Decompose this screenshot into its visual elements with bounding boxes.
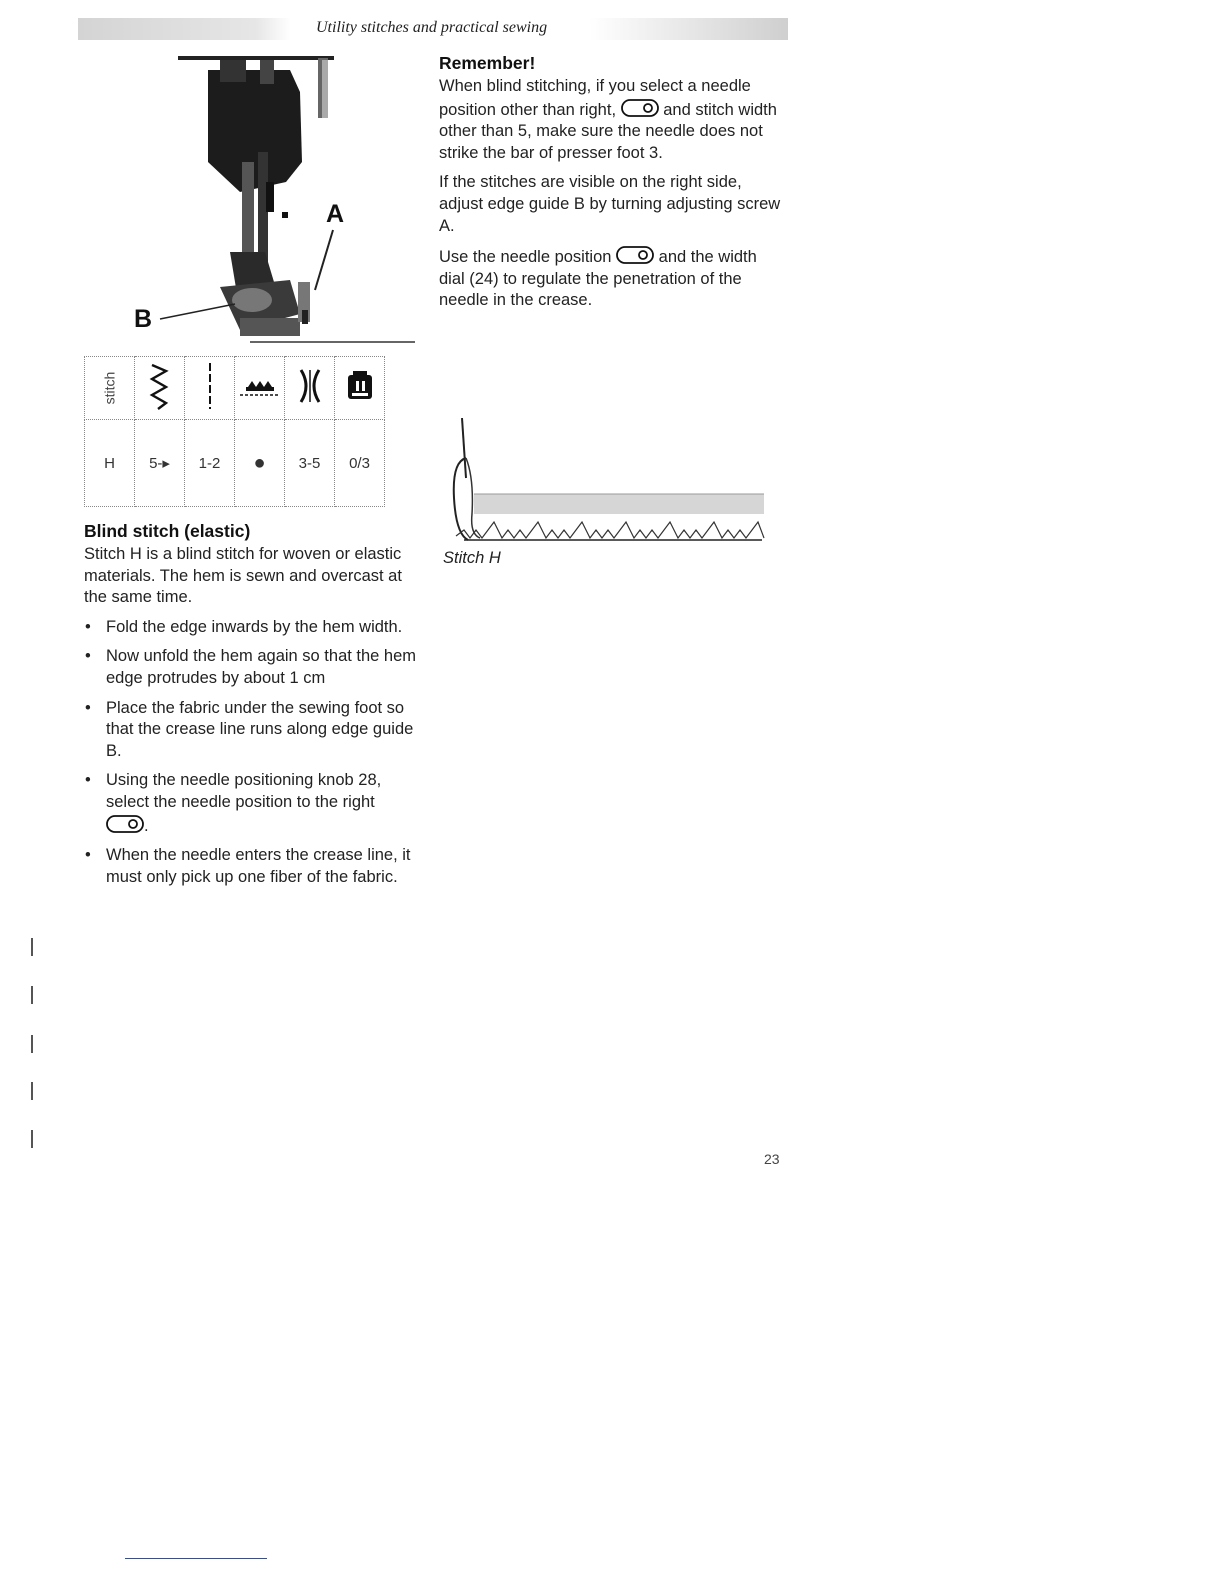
label-a — [326, 200, 344, 228]
remember-paragraph-3: Use the needle position and the width dial (24) to regulate the penetration of the needle in the crease. — [439, 245, 784, 312]
stitch-row-label: stitch — [101, 371, 118, 404]
table-cell: 5-▸ — [135, 420, 185, 507]
remember-section — [439, 53, 784, 320]
needle-position-right-icon — [621, 98, 659, 118]
list-item: • Using the needle positioning knob 28, select the needle position to the right . — [85, 771, 382, 835]
svg-text:A: A — [326, 200, 345, 228]
stitch-length-icon — [205, 361, 215, 411]
scan-artifact — [31, 986, 33, 1004]
stitch-settings-table — [84, 356, 385, 507]
settings-icon-row — [85, 357, 385, 420]
bullet: • — [85, 846, 91, 865]
scan-artifact — [31, 1082, 33, 1100]
table-cell: 1-2 — [185, 420, 235, 507]
needle-position-right-icon — [616, 245, 654, 265]
table-cell: H — [85, 420, 135, 507]
bullet: • — [85, 698, 91, 717]
footer-line — [125, 1558, 267, 1559]
svg-text:B: B — [134, 305, 153, 333]
blind-hem-diagram — [444, 418, 766, 548]
remember-paragraph-2: If the stitches are visible on the right side, adjust edge guide B by turning adjusting screw A. — [439, 173, 781, 235]
bullet: • — [85, 617, 91, 636]
list-item: • Now unfold the hem again so that the hem edge protrudes by about 1 cm — [85, 647, 417, 687]
scan-artifact — [31, 1130, 33, 1148]
diagram-caption: Stitch H — [443, 549, 501, 567]
table-cell: ● — [235, 420, 285, 507]
stitch-label-cell — [85, 357, 135, 420]
settings-value-row — [85, 420, 385, 507]
scan-artifact — [31, 1035, 33, 1053]
remember-heading: Remember! — [439, 53, 536, 73]
page-number: 23 — [764, 1151, 780, 1167]
presser-foot-icon — [346, 369, 374, 403]
list-item: • Place the fabric under the sewing foot so that the crease line runs along edge guide B. — [85, 698, 414, 760]
section-intro: Stitch H is a blind stitch for woven or elastic materials. The hem is sewn and overcast at the same time. — [84, 545, 402, 607]
label-b — [134, 305, 152, 333]
needle-position-right-icon — [106, 814, 144, 834]
list-item: • When the needle enters the crease line, it must only pick up one fiber of the fabric. — [85, 846, 411, 886]
bullet: • — [85, 771, 91, 790]
list-item: • Fold the edge inwards by the hem width. — [84, 617, 420, 639]
scan-artifact — [31, 938, 33, 956]
table-cell: 0/3 — [335, 420, 385, 507]
feed-dog-icon — [240, 371, 280, 401]
stitch-pattern-icon — [148, 361, 172, 411]
presser-foot-photo — [90, 52, 420, 352]
remember-paragraph-1: When blind stitching, if you select a needle position other than right, and stitch width other than 5, make sure the needle does not strike the bar of presser foot 3. — [439, 77, 777, 162]
page-header-title: Utility stitches and practical sewing — [312, 19, 551, 37]
instruction-list — [84, 617, 420, 889]
section-heading: Blind stitch (elastic) — [84, 521, 251, 541]
tension-icon — [295, 366, 325, 406]
blind-stitch-section — [84, 521, 420, 896]
bullet: • — [85, 647, 91, 666]
table-cell: 3-5 — [285, 420, 335, 507]
